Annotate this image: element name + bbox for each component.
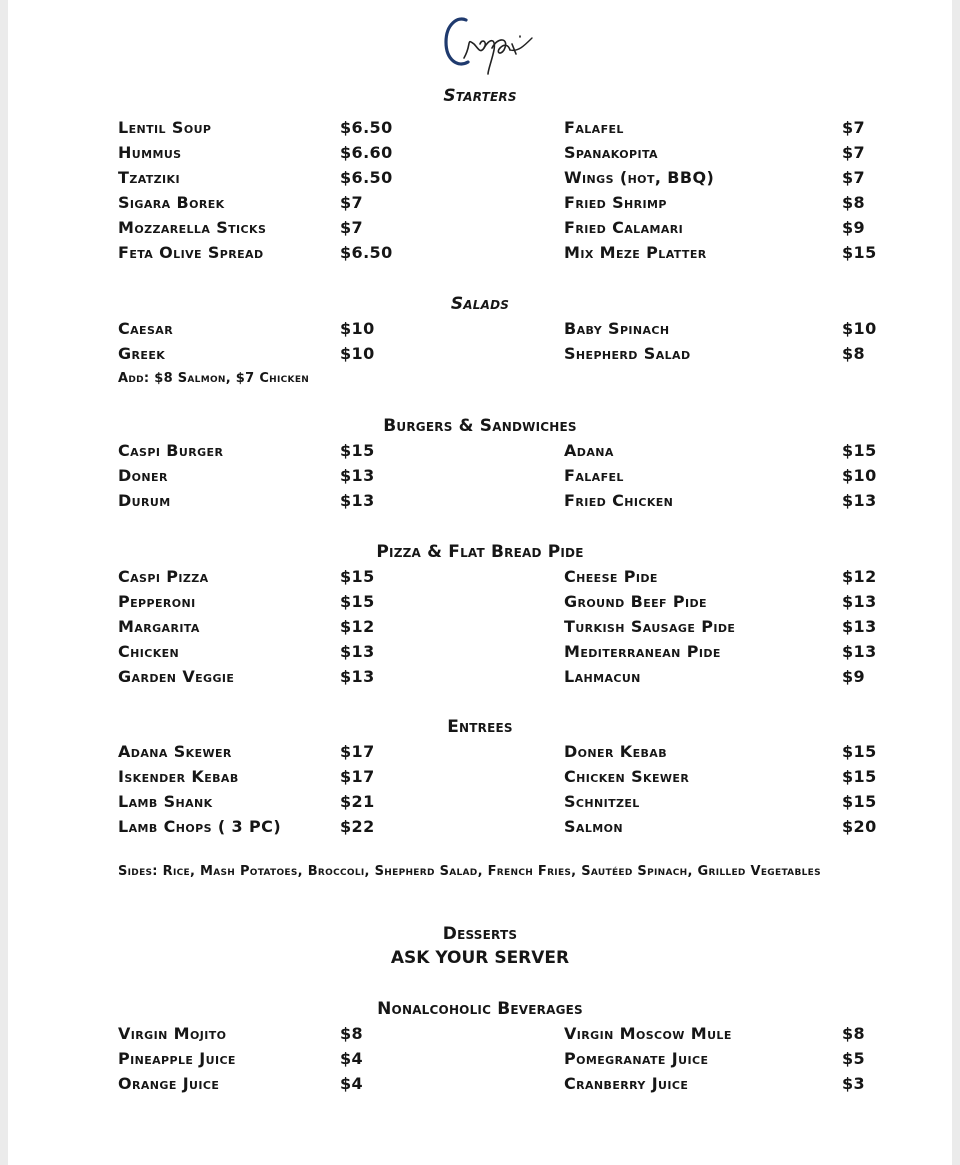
menu-item-name: Caspi Burger (118, 441, 224, 460)
menu-item-name: Adana (564, 441, 614, 460)
menu-item-name: Lamb Chops ( 3 PC) (118, 817, 282, 836)
menu-item-price: $10 (842, 466, 877, 485)
menu-item-name: Lahmacun (564, 667, 641, 686)
menu-item-price: $4 (340, 1074, 364, 1093)
entrees-sides-note: Sides: Rice, Mash Potatoes, Broccoli, Shepherd Salad, French Fries, Sautéed Spinach, Grilled Vegetables (118, 864, 821, 879)
menu-item-name: Margarita (118, 617, 200, 636)
menu-item-price: $4 (340, 1049, 364, 1068)
menu-item-name: Mix Meze Platter (564, 243, 707, 262)
menu-item-name: Salmon (564, 817, 623, 836)
menu-item-price: $15 (842, 742, 877, 761)
menu-item-price: $8 (340, 1024, 364, 1043)
section-title-beverages: Nonalcoholic Beverages (377, 999, 583, 1019)
menu-item-price: $6.60 (340, 143, 393, 162)
menu-item-price: $10 (340, 319, 375, 338)
menu-item-price: $17 (340, 742, 375, 761)
menu-item-name: Falafel (564, 118, 624, 137)
caspi-logo (436, 8, 540, 80)
menu-item-name: Mediterranean Pide (564, 642, 721, 661)
menu-item-name: Chicken (118, 642, 180, 661)
menu-item-price: $12 (842, 567, 877, 586)
menu-item-price: $9 (842, 667, 866, 686)
menu-item-name: Fried Shrimp (564, 193, 667, 212)
menu-item-price: $21 (340, 792, 375, 811)
menu-item-name: Adana Skewer (118, 742, 232, 761)
menu-item-name: Orange Juice (118, 1074, 220, 1093)
menu-item-name: Ground Beef Pide (564, 592, 707, 611)
menu-item-price: $15 (340, 441, 375, 460)
menu-item-name: Fried Calamari (564, 218, 684, 237)
menu-item-name: Durum (118, 491, 171, 510)
menu-item-name: Iskender Kebab (118, 767, 239, 786)
menu-item-name: Pomegranate Juice (564, 1049, 709, 1068)
menu-item-price: $15 (842, 243, 877, 262)
menu-item-price: $13 (340, 667, 375, 686)
menu-item-price: $13 (340, 466, 375, 485)
menu-item-name: Tzatziki (118, 168, 180, 187)
menu-item-price: $6.50 (340, 243, 393, 262)
menu-page (8, 0, 952, 1165)
menu-item-name: Falafel (564, 466, 624, 485)
menu-item-price: $7 (842, 118, 866, 137)
menu-item-name: Pepperoni (118, 592, 196, 611)
menu-item-price: $13 (842, 491, 877, 510)
section-title-entrees: Entrees (447, 717, 513, 737)
menu-item-name: Baby Spinach (564, 319, 670, 338)
menu-item-name: Virgin Mojito (118, 1024, 227, 1043)
menu-item-price: $13 (842, 617, 877, 636)
menu-item-name: Caesar (118, 319, 174, 338)
menu-item-price: $7 (842, 168, 866, 187)
menu-item-name: Wings (hot, BBQ) (564, 168, 715, 187)
menu-item-price: $13 (340, 642, 375, 661)
desserts-ask-server: ASK YOUR SERVER (390, 948, 570, 968)
menu-item-price: $13 (842, 642, 877, 661)
menu-item-name: Caspi Pizza (118, 567, 209, 586)
menu-item-name: Virgin Moscow Mule (564, 1024, 732, 1043)
section-title-burgers: Burgers & Sandwiches (383, 416, 577, 436)
menu-item-name: Hummus (118, 143, 182, 162)
menu-item-price: $10 (842, 319, 877, 338)
section-title-desserts: Desserts (442, 924, 518, 944)
menu-item-price: $9 (842, 218, 866, 237)
menu-item-name: Fried Chicken (564, 491, 674, 510)
menu-item-price: $6.50 (340, 118, 393, 137)
menu-item-price: $7 (842, 143, 866, 162)
menu-item-name: Spanakopita (564, 143, 658, 162)
menu-item-price: $13 (842, 592, 877, 611)
salads-add-note: Add: $8 Salmon, $7 Chicken (118, 371, 310, 386)
menu-item-price: $17 (340, 767, 375, 786)
menu-item-price: $15 (340, 592, 375, 611)
menu-item-price: $15 (842, 441, 877, 460)
menu-item-price: $8 (842, 193, 866, 212)
menu-item-name: Lamb Shank (118, 792, 213, 811)
menu-item-price: $15 (340, 567, 375, 586)
caspi-logo-signature (436, 8, 540, 80)
menu-item-price: $3 (842, 1074, 866, 1093)
section-title-salads: Salads (450, 294, 510, 314)
menu-item-name: Doner (118, 466, 168, 485)
menu-item-name: Mozzarella Sticks (118, 218, 267, 237)
menu-item-name: Greek (118, 344, 166, 363)
menu-item-name: Doner Kebab (564, 742, 667, 761)
section-title-pizza: Pizza & Flat Bread Pide (376, 542, 584, 562)
menu-item-name: Feta Olive Spread (118, 243, 264, 262)
menu-item-price: $10 (340, 344, 375, 363)
menu-item-price: $8 (842, 1024, 866, 1043)
menu-item-price: $7 (340, 193, 364, 212)
menu-item-price: $20 (842, 817, 877, 836)
menu-item-name: Turkish Sausage Pide (564, 617, 736, 636)
menu-item-name: Pineapple Juice (118, 1049, 236, 1068)
menu-item-name: Shepherd Salad (564, 344, 691, 363)
menu-item-price: $7 (340, 218, 364, 237)
menu-item-name: Sigara Borek (118, 193, 225, 212)
section-title-starters: Starters (443, 86, 517, 106)
menu-item-price: $8 (842, 344, 866, 363)
menu-item-name: Lentil Soup (118, 118, 212, 137)
menu-item-name: Cheese Pide (564, 567, 658, 586)
menu-item-price: $15 (842, 792, 877, 811)
menu-item-price: $6.50 (340, 168, 393, 187)
menu-item-price: $15 (842, 767, 877, 786)
menu-item-price: $5 (842, 1049, 866, 1068)
menu-item-price: $22 (340, 817, 375, 836)
menu-item-name: Cranberry Juice (564, 1074, 689, 1093)
menu-item-price: $12 (340, 617, 375, 636)
menu-item-name: Schnitzel (564, 792, 640, 811)
menu-item-name: Chicken Skewer (564, 767, 690, 786)
menu-item-name: Garden Veggie (118, 667, 235, 686)
menu-item-price: $13 (340, 491, 375, 510)
